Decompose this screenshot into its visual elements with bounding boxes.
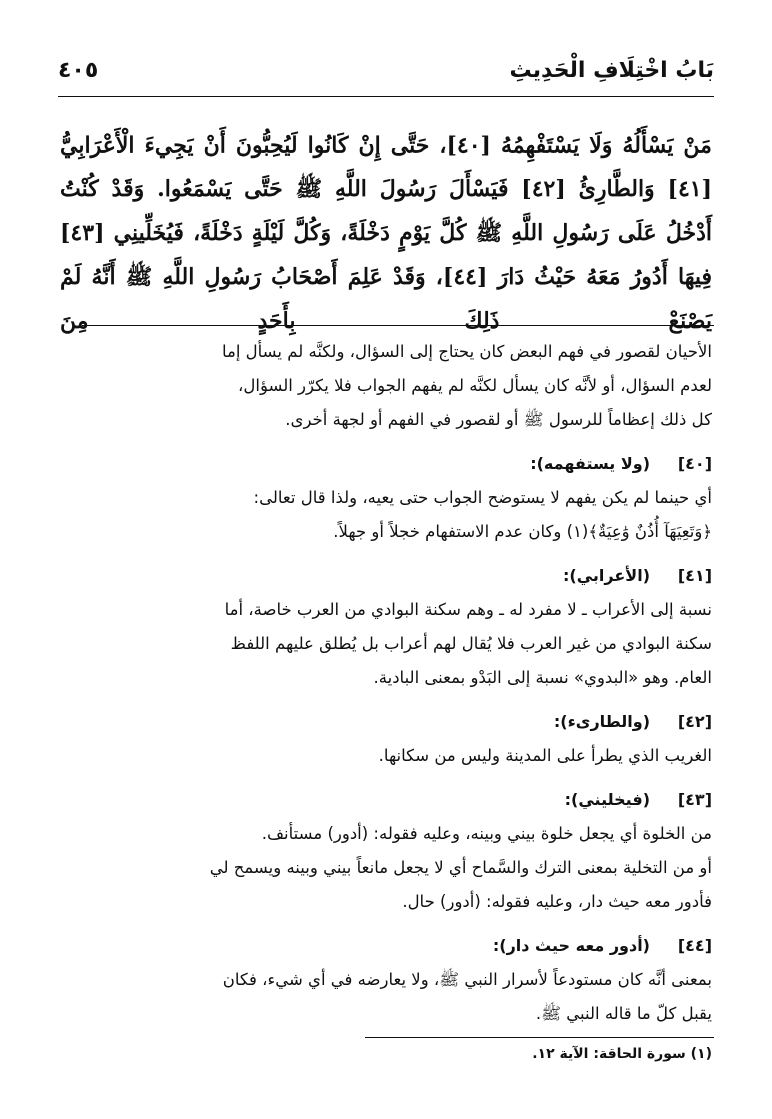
hadith-segment: مَنْ يَسْأَلُهُ وَلَا يَسْتَفْهِمُهُ xyxy=(501,132,712,159)
note-title: (ولا يستفهمه): xyxy=(530,454,650,473)
hadith-text xyxy=(60,118,713,335)
hadith-segment: [٤٢] فَيَسْأَلَ رَسُولَ اللَّهِ ﷺ حَتَّى يَسْمَعُوا. وَقَدْ كُنْتُ أَدْخُلُ عَلَى رَسُولِ اللَّهِ ﷺ كُلَّ يَوْمٍ دَخْلَةً، وَكُلَّ لَيْلَةٍ دَخْلَةً، فَيُخَلِّينِي xyxy=(60,176,712,247)
note-line: أو من التخلية بمعنى الترك والسَّماح أي لا يجعل مانعاً بيني وبينه ويسمح لي xyxy=(209,858,712,877)
note-number: [٤٤] xyxy=(677,936,712,955)
hadith-segment: [٤٣] فِيهَا أَدُورُ مَعَهُ حَيْثُ دَارَ xyxy=(60,220,713,291)
intro-line: لعدم السؤال، أو لأنَّه كان يسأل لكنَّه لم يفهم الجواب فلا يكرّر السؤال، xyxy=(238,376,712,395)
note-43 xyxy=(60,783,712,919)
header-rule xyxy=(58,96,714,97)
note-title: (أدور معه حيث دار): xyxy=(492,936,650,955)
intro-line: كل ذلك إعظاماً للرسول ﷺ أو لقصور في الفهم أو لجهة أخرى. xyxy=(285,410,712,429)
note-42 xyxy=(60,705,712,773)
note-line: سكنة البوادي من غير العرب فلا يُقال لهم أعراب بل يُطلق عليهم اللفظ xyxy=(230,634,712,653)
hadith-paragraph xyxy=(60,118,712,343)
note-line: أي حينما لم يكن يفهم لا يستوضح الجواب حتى يعيه، ولذا قال تعالى: xyxy=(253,488,712,507)
note-title: (الأعرابي): xyxy=(563,566,650,585)
page-number: ٤٠٥ xyxy=(58,58,99,83)
note-line: نسبة إلى الأعراب ـ لا مفرد له ـ وهم سكنة البوادي من العرب خاصة، أما xyxy=(224,600,712,619)
note-number: [٤٢] xyxy=(677,712,712,731)
note-44 xyxy=(60,929,712,1031)
note-line: يقبل كلّ ما قاله النبي ﷺ. xyxy=(535,1004,712,1023)
chapter-title: بَابُ اخْتِلَافِ الْحَدِيثِ xyxy=(509,58,714,83)
note-number: [٤٣] xyxy=(677,790,712,809)
note-40 xyxy=(60,447,712,549)
running-header xyxy=(58,58,714,94)
note-line: ﴿وَتَعِيَهَآ أُذُنٌ وَٰعِيَةٌ﴾(١) وكان عدم الاستفهام خجلاً أو جهلاً. xyxy=(333,522,712,541)
footnote-rule xyxy=(365,1037,714,1038)
hadith-segment: [٤٠]، حَتَّى إِنْ كَانُوا لَيُحِبُّونَ أَنْ يَجِيءَ الْأَعْرَابِيُّ xyxy=(60,132,491,159)
note-title: (والطارىء): xyxy=(553,712,650,731)
footnote: (١) سورة الحاقة: الآية ١٢. xyxy=(532,1046,712,1062)
note-line: فأدور معه حيث دار، وعليه فقوله: (أدور) حال. xyxy=(402,892,712,911)
hadith-segment: [٤٤]، وَقَدْ عَلِمَ أَصْحَابُ رَسُولِ اللَّهِ ﷺ أَنَّهُ لَمْ يَصْنَعْ ذَلِكَ بِأَحَدٍ مِنَ xyxy=(60,264,712,335)
note-number: [٤٠] xyxy=(677,454,712,473)
note-number: [٤١] xyxy=(677,566,712,585)
note-line: بمعنى أنَّه كان مستودعاً لأسرار النبي ﷺ، ولا يعارضه في أي شيء، فكان xyxy=(222,970,712,989)
intro-line: الأحيان لقصور في فهم البعض كان يحتاج إلى السؤال، ولكنَّه لم يسأل إما xyxy=(221,342,712,361)
commentary xyxy=(60,335,712,1031)
note-title: (فيخليني): xyxy=(564,790,650,809)
note-line: الغريب الذي يطرأ على المدينة وليس من سكانها. xyxy=(378,746,712,765)
hadith-segment: [٤١] وَالطَّارِئُ xyxy=(578,176,712,203)
note-line: من الخلوة أي يجعل خلوة بيني وبينه، وعليه فقوله: (أدور) مستأنف. xyxy=(261,824,712,843)
commentary-rule xyxy=(82,325,714,326)
note-41 xyxy=(60,559,712,695)
note-line: العام. وهو «البدوي» نسبة إلى البَدْو بمعنى البادية. xyxy=(373,668,712,687)
